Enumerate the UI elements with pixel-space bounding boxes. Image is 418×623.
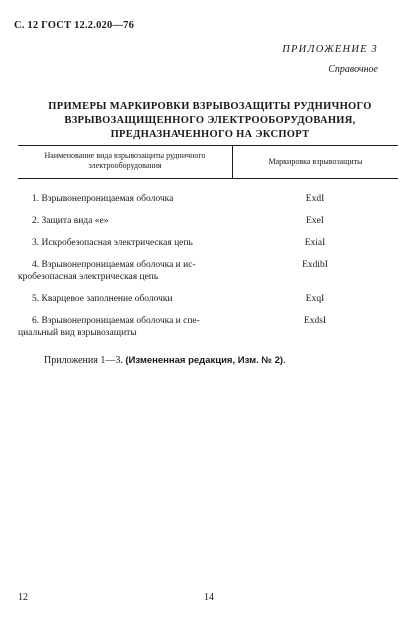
row-marking: ExiaI (304, 238, 326, 248)
row-marking: ExdibI (302, 260, 328, 270)
title-line: ПРИМЕРЫ МАРКИРОВКИ ВЗРЫВОЗАЩИТЫ РУДНИЧНОГО (48, 101, 372, 112)
row-marking: ExdI (305, 194, 325, 204)
table-row (18, 315, 398, 339)
title-line: ПРЕДНАЗНАЧЕННОГО НА ЭКСПОРТ (110, 129, 310, 140)
row-marking: ExdsI (303, 316, 327, 326)
table-row (18, 193, 398, 205)
page-number-center: 14 (204, 592, 214, 603)
document-title (30, 100, 390, 142)
row-name: 1. Взрывонепроницаемая оболочка (32, 194, 174, 204)
row-name: 4. Взрывонепроницаемая оболочка и ис- кробезопасная электрическая цепь (18, 260, 196, 282)
note-end: . (283, 355, 286, 366)
header-col-marking: Маркировка взрывозащиты (268, 157, 363, 166)
table-row (18, 215, 398, 227)
header-col-name (18, 146, 233, 178)
row-marking: ExqI (305, 294, 325, 304)
row-name: 3. Искробезопасная электрическая цепь (32, 238, 193, 248)
table-row (18, 293, 398, 305)
appendix-title: ПРИЛОЖЕНИЕ 3 (282, 44, 378, 55)
header-line: электрооборудования (88, 161, 162, 170)
table-row (18, 237, 398, 249)
row-name: 5. Кварцевое заполнение оболочки (32, 294, 173, 304)
header-line: Наименование вида взрывозащиты рудничного (44, 151, 206, 160)
row-name: 2. Защита вида «е» (32, 216, 109, 226)
appendix-type: Справочное (328, 64, 378, 75)
note-text: Приложения 1—3. (44, 355, 123, 366)
amendment-note (44, 355, 286, 366)
page-header: С. 12 ГОСТ 12.2.020—76 (14, 20, 135, 31)
page-number-left: 12 (18, 592, 28, 603)
marking-table (18, 145, 398, 339)
table-header (18, 145, 398, 179)
row-name: 6. Взрывонепроницаемая оболочка и спе- циальный вид взрывозащиты (18, 316, 200, 338)
note-bold: (Измененная редакция, Изм. № 2) (125, 355, 284, 366)
table-row (18, 259, 398, 283)
title-line: ВЗРЫВОЗАЩИЩЕННОГО ЭЛЕКТРООБОРУДОВАНИЯ, (64, 115, 356, 126)
row-marking: ExeI (306, 216, 324, 226)
